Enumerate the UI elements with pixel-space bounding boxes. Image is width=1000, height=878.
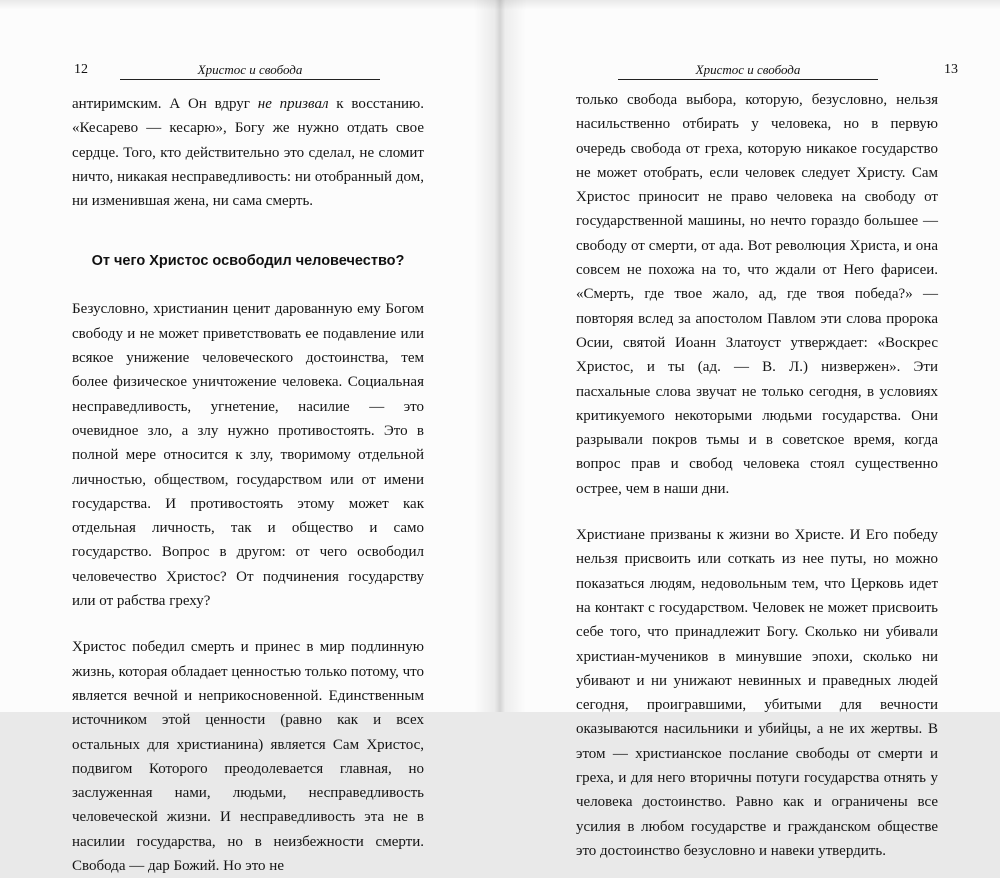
left-page xyxy=(0,0,500,875)
page-number: 12 xyxy=(74,62,88,77)
left-page-header xyxy=(58,60,388,82)
emphasis-text: не призвал xyxy=(257,96,329,112)
right-page xyxy=(500,0,1000,859)
running-title: Христос и свобода xyxy=(695,62,801,77)
header-rule xyxy=(120,79,380,80)
paragraph: Христиане призваны к жизни во Христе. И Его победу нельзя присвоить или соткать из нее путы, но можно показаться людям, недовольным тем, что Церковь идет на контакт с государством. Человек не может присвоить себе того, что принадлежит Богу. Сколько ни убивали христиан-мучеников в минувшие эпохи, сколько ни убивают и ни унижают невинных и праведных людей сегодня, проигравшими, убитыми для вечности оказываются насильники и убийцы, а не их жертвы. В этом — христианское послание свободы от смерти и греха, и для него вторичны потуги государства отнять у человека достоинство. Равно как и ограничены все усилия в любом государстве и гражданском обществе это достоинство безусловно и навеки утвердить. xyxy=(576,527,938,859)
running-title: Христос и свобода xyxy=(197,62,303,77)
header-rule xyxy=(618,79,878,80)
paragraph: только свобода выбора, которую, безусловно, нельзя насильственно отбирать у человека, но в первую очередь свобода от греха, которую никакое государство не может отобрать, если человек следует Христу. Сам Христос приносит не право человека на свободу от государственной машины, но нечто гораздо большее — свободу от смерти, от ада. Вот революция Христа, и она совсем не похожа на то, что ждали от Него фарисеи. «Смерть, где твое жало, ад, где твоя победа?» — повторяя вслед за апостолом Павлом эти слова пророка Осии, святой Иоанн Златоуст утверждает: «Воскрес Христос, и ты (ад. — В. Л.) низвержен». Эти пасхальные слова звучат не только сегодня, в условиях критикуемого некоторыми людьми государства. Они разрывали покров тьмы и в советское время, когда вопрос прав и свобод человека стоял существенно острее, чем в наши дни. xyxy=(576,92,938,497)
paragraph-text: к восстанию. «Кесарево — кесарю», Богу же нужно отдать свое сердце. Того, кто действительно это сделал, не сломит ничто, никакая несправедливость: ни отобранный дом, ни изменившая жена, ни сама смерть. xyxy=(72,96,424,210)
paragraph: Безусловно, христианин ценит дарованную ему Богом свободу и не может приветствовать ее подавление или всякое унижение человеческого достоинства, тем более физическое уничтожение человека. Социальная несправедливость, угнетение, насилие — это очевидное зло, а злу нужно противостоять. Это в полной мере относится к злу, творимому отдельной личностью, обществом, государством или от имени государства. И противостоять этому может как отдельная личность, так и общество и само государство. Вопрос в другом: от чего освободил человечество Христос? От подчинения государству или от рабства греху? xyxy=(72,301,424,610)
page-number: 13 xyxy=(944,62,958,77)
paragraph: Христос победил смерть и принес в мир подлинную жизнь, которая обладает ценностью только потому, что является вечной и неприкосновенной. Единственным источником этой ценности (равно как и всех остальных для христианина) является Сам Христос, подвигом Которого преодолевается главная, но заслуженная нами, людьми, несправедливость человеческой жизни. И несправедливость эта не в насилии государства, но в неизбежности смерти. Свобода — дар Божий. Но это не xyxy=(72,639,425,875)
paragraph-text: антиримским. А Он вдруг xyxy=(72,96,258,112)
right-page-body xyxy=(576,88,938,863)
paragraph xyxy=(72,92,424,213)
right-page-header xyxy=(618,60,958,82)
section-heading: От чего Христос освободил человечество? xyxy=(91,253,405,270)
left-page-body xyxy=(72,92,424,878)
